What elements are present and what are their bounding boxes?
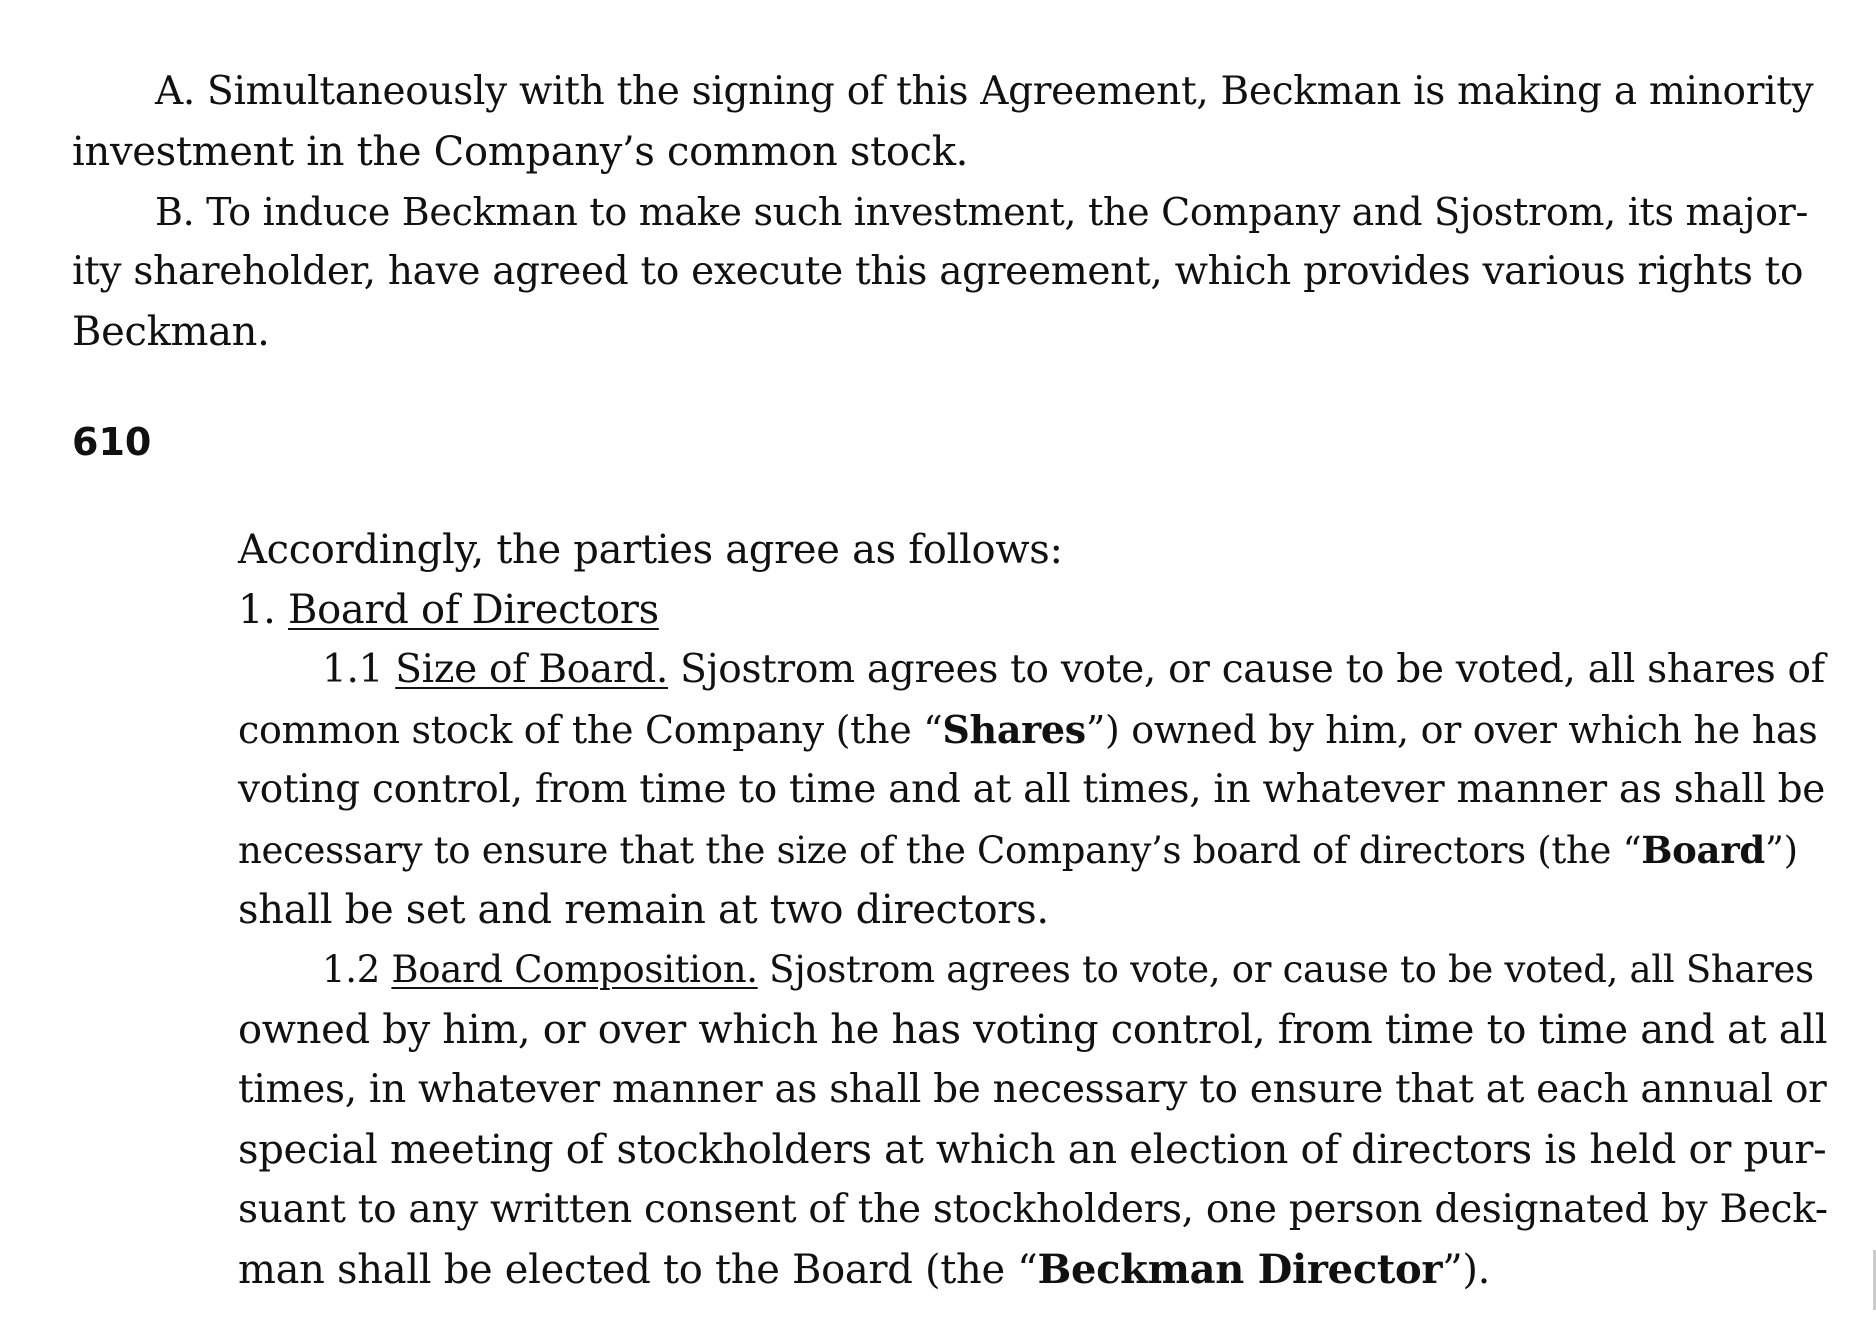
section-1-number: 1.: [238, 587, 288, 633]
recital-b-line-1: B. To induce Beckman to make such investment, the Company and Sjostrom, its major-: [155, 190, 1809, 234]
agreement-intro: Accordingly, the parties agree as follows:: [238, 527, 1063, 573]
section-1-1-text: Sjostrom agrees to vote, or cause to be voted, all shares of: [667, 647, 1825, 692]
section-1-2-text: Sjostrom agrees to vote, or cause to be voted, all Shares: [757, 948, 1814, 991]
section-1-2-line-5: suant to any written consent of the stockholders, one person designated by Beck-: [238, 1187, 1828, 1232]
section-1-1-line-5: shall be set and remain at two directors.: [238, 887, 1049, 933]
section-1-title: Board of Directors: [287, 587, 659, 633]
section-1-2-title: Board Composition.: [391, 948, 758, 991]
section-1-1-number: 1.1: [322, 647, 396, 692]
section-1-1-line-2: [238, 700, 1817, 760]
section-1-1-line-1: [322, 640, 1825, 700]
defined-term-beckman-director: Beckman Director: [1037, 1246, 1443, 1293]
defined-term-shares: Shares: [942, 707, 1086, 752]
section-1-1-line-2-pre: common stock of the Company (the “: [238, 708, 943, 752]
recital-a-line-2: investment in the Company’s common stock.: [72, 129, 969, 175]
section-1-1-line-4: [238, 820, 1798, 881]
section-1-2-line-3: times, in whatever manner as shall be necessary to ensure that at each annual or: [238, 1067, 1827, 1112]
defined-term-board: Board: [1641, 828, 1765, 872]
section-1-2-line-4: special meeting of stockholders at which an election of directors is held or pur-: [238, 1127, 1827, 1173]
section-1-2-line-6: [238, 1240, 1490, 1300]
section-1-1-line-4-pre: necessary to ensure that the size of the Company’s board of directors (the “: [238, 829, 1642, 872]
section-1-1-line-4-post: ”): [1764, 829, 1798, 872]
page-number: 610: [72, 420, 152, 464]
recital-b-line-3: Beckman.: [72, 309, 270, 355]
section-1-1-title: Size of Board.: [395, 647, 668, 692]
section-1-2-number: 1.2: [322, 948, 392, 991]
section-1-2-line-6-post: ”).: [1442, 1247, 1491, 1293]
section-1-2-line-2: owned by him, or over which he has voting control, from time to time and at all: [238, 1007, 1828, 1053]
section-1-2-line-6-pre: man shall be elected to the Board (the “: [238, 1247, 1038, 1293]
recital-a-line-1: A. Simultaneously with the signing of this Agreement, Beckman is making a minority: [155, 69, 1814, 114]
recital-b-line-2: ity shareholder, have agreed to execute this agreement, which provides various rights to: [72, 249, 1804, 294]
section-1-heading: [238, 580, 659, 640]
section-1-2-line-1: [322, 940, 1814, 1000]
section-1-1-line-3: voting control, from time to time and at all times, in whatever manner as shall be: [238, 767, 1826, 812]
section-1-1-line-2-post: ”) owned by him, or over which he has: [1085, 708, 1818, 752]
